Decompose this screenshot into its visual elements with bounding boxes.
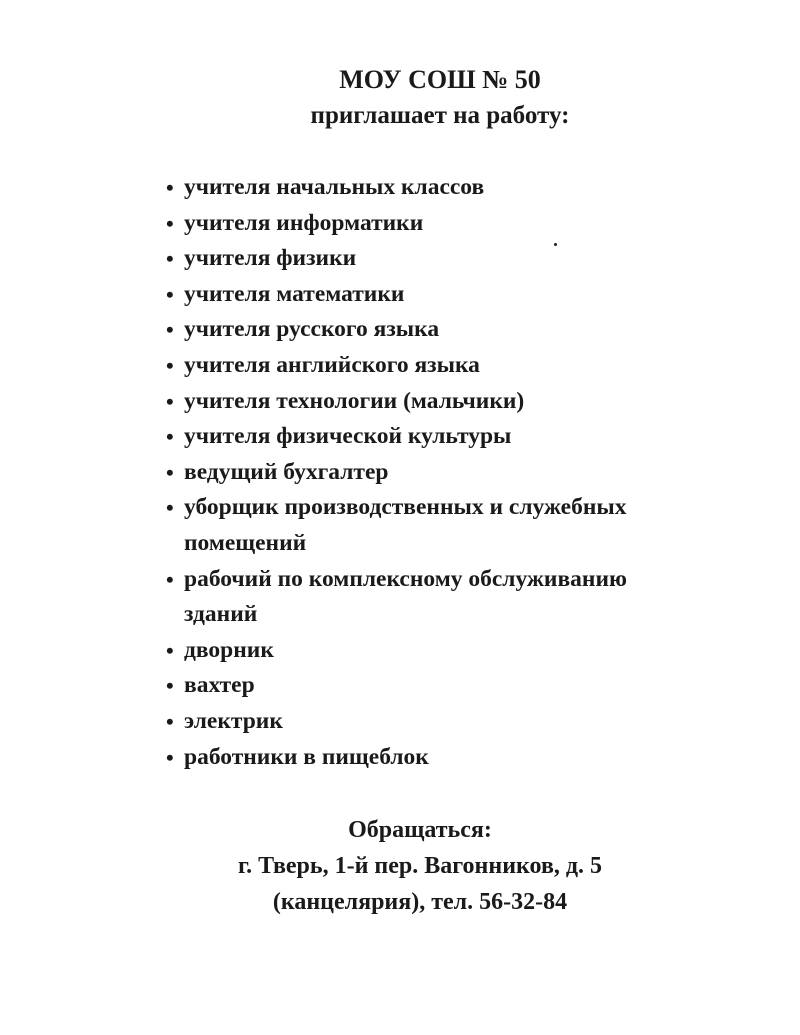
- job-title: учителя физики: [184, 245, 357, 272]
- list-item: [160, 668, 720, 704]
- bullet-icon: •: [166, 495, 174, 521]
- list-item: [160, 633, 720, 669]
- job-title: учителя математики: [184, 280, 405, 307]
- job-title: рабочий по комплексному обслуживанию: [184, 565, 627, 592]
- list-item: [160, 562, 720, 633]
- job-title: учителя технологии (мальчики): [184, 387, 525, 414]
- job-title: вахтер: [184, 672, 255, 699]
- list-item: [160, 277, 720, 313]
- job-title: уборщик производственных и служебных: [184, 494, 627, 521]
- list-item: [160, 740, 720, 776]
- bullet-icon: •: [166, 246, 174, 272]
- job-title: учителя физической культуры: [184, 423, 512, 450]
- job-title: учителя начальных классов: [184, 174, 485, 200]
- list-item: [160, 170, 720, 206]
- job-title-continuation: зданий: [184, 601, 258, 628]
- list-item: [160, 384, 720, 420]
- list-item: [160, 348, 720, 384]
- job-title: учителя информатики: [184, 209, 424, 236]
- list-item: [160, 455, 720, 491]
- job-title: работники в пищеблок: [184, 743, 429, 770]
- page-title: МОУ СОШ № 50: [339, 65, 541, 94]
- job-title-continuation: помещений: [184, 529, 307, 556]
- job-title: ведущий бухгалтер: [184, 458, 389, 485]
- bullet-icon: •: [166, 210, 174, 236]
- bullet-icon: •: [166, 175, 174, 200]
- bullet-icon: •: [166, 459, 174, 485]
- list-item: [160, 490, 720, 561]
- list-item: [160, 241, 720, 277]
- bullet-icon: •: [166, 637, 174, 663]
- bullet-icon: •: [166, 424, 174, 450]
- bullet-icon: •: [166, 352, 174, 378]
- bullet-icon: •: [166, 317, 174, 343]
- contact-heading: Обращаться:: [348, 817, 492, 843]
- bullet-icon: •: [166, 388, 174, 414]
- bullet-icon: •: [166, 566, 174, 592]
- bullet-icon: •: [166, 673, 174, 699]
- list-item: [160, 419, 720, 455]
- job-title: учителя русского языка: [184, 316, 440, 343]
- list-item: [160, 206, 720, 242]
- bullet-icon: •: [166, 281, 174, 307]
- job-title: дворник: [184, 636, 274, 663]
- job-list: [160, 170, 720, 775]
- list-item: [160, 312, 720, 348]
- header: [0, 62, 800, 134]
- contact-phone: (канцелярия), тел. 56-32-84: [272, 889, 568, 915]
- contact-address: г. Тверь, 1-й пер. Вагонников, д. 5: [237, 853, 603, 879]
- scan-speck: [554, 243, 557, 246]
- bullet-icon: •: [166, 708, 174, 734]
- contact-block: [0, 812, 800, 920]
- job-title: электрик: [184, 707, 283, 734]
- job-title: учителя английского языка: [184, 351, 480, 378]
- page-subtitle: приглашает на работу:: [310, 102, 570, 129]
- list-item: [160, 704, 720, 740]
- bullet-icon: •: [166, 744, 174, 770]
